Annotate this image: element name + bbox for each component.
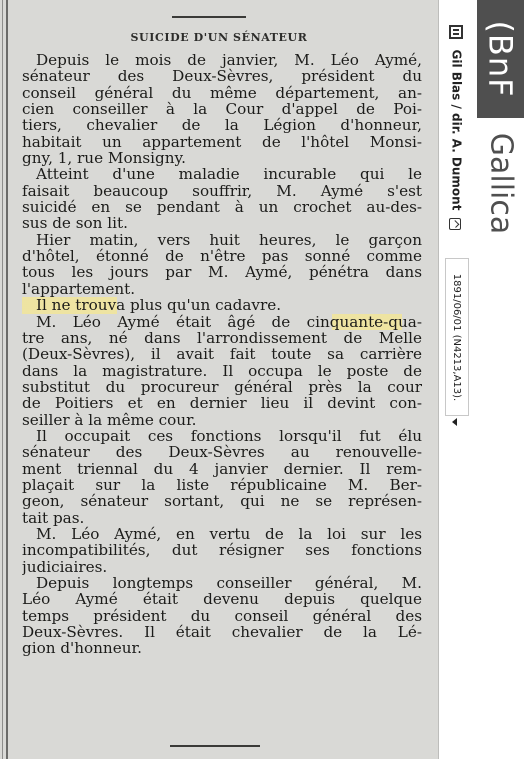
article-line: Depuis longtemps conseiller général, M.	[36, 575, 422, 592]
article-line: gion d'honneur.	[22, 640, 142, 657]
date-reference-box	[445, 258, 469, 416]
article-line: gny, 1, rue Monsigny.	[22, 150, 186, 167]
article-line: Il occupait ces fonctions lorsqu'il fut élu	[36, 427, 422, 445]
article-line: Il ne trouva plus qu'un cadavre.	[22, 297, 422, 313]
column-rule-outer	[2, 0, 3, 759]
article-line: tiers, chevalier de la Légion d'honneur,	[22, 117, 422, 134]
article-line: geon, sénateur sortant, qui ne se représen-	[22, 493, 422, 510]
publication-title-container	[439, 50, 473, 210]
article-line: tre ans, né dans l'arrondissement de Melle	[22, 329, 422, 347]
article-title: SUICIDE D'UN SÉNATEUR	[130, 31, 308, 44]
publication-title[interactable]: Gil Blas / dir. A. Dumont	[449, 49, 464, 211]
article-line: sénateur des Deux-Sèvres au renouvelle-	[22, 444, 422, 461]
article-line: Deux-Sèvres. Il était chevalier de la Lé-	[22, 624, 422, 641]
brand-strip	[477, 0, 524, 759]
article-line: l'appartement.	[22, 280, 136, 298]
article-line: Léo Aymé était devenu depuis quelque	[22, 591, 422, 608]
column-rule	[6, 0, 8, 759]
article-line: temps président du conseil général des	[22, 607, 422, 625]
article-line: dans la magistrature. Il occupa le poste de	[22, 362, 422, 379]
bnf-logo[interactable]	[477, 0, 524, 118]
article-body	[22, 52, 422, 657]
date-reference: 1891/06/01 (N4213,A13).	[451, 273, 463, 401]
article-line: judiciaires.	[22, 558, 108, 575]
gallica-label: Gallica	[483, 132, 519, 234]
article-line: tait pas.	[22, 509, 85, 526]
article-line: Hier matin, vers huit heures, le garçon	[36, 231, 422, 249]
article-line: M. Léo Aymé était âgé de cinquante-qua-	[22, 314, 422, 330]
article-line: (Deux-Sèvres), il avait fait toute sa carrière	[22, 346, 422, 363]
article-line: Atteint d'une maladie incurable qui le	[36, 166, 422, 183]
article-line: sus de son lit.	[22, 215, 128, 232]
gallica-sidebar	[439, 0, 524, 759]
bnf-label: (BnF	[481, 20, 520, 98]
article-line: plaçait sur la liste républicaine M. Ber-	[22, 476, 422, 494]
gallica-logo[interactable]	[477, 118, 524, 248]
article-line: incompatibilités, dut résigner ses fonctions	[22, 542, 422, 559]
article-line: substitut du procureur général près la cour	[22, 378, 422, 396]
article-line: ment triennal du 4 janvier dernier. Il rem-	[22, 460, 422, 477]
article-line: cien conseiller à la Cour d'appel de Poi-	[22, 101, 422, 118]
article-line: sénateur des Deux-Sèvres, président du	[22, 68, 422, 85]
metadata-strip	[439, 0, 473, 759]
title-divider	[172, 16, 246, 18]
article-line: suicidé en se pendant à un crochet au-des-	[22, 199, 422, 216]
article-line: d'hôtel, étonné de n'être pas sonné comme	[22, 248, 422, 265]
article-line: habitait un appartement de l'hôtel Monsi-	[22, 133, 422, 151]
article-line: conseil général du même département, an-	[22, 84, 422, 102]
article-line: tous les jours par M. Aymé, pénétra dans	[22, 264, 422, 281]
article-line: M. Léo Aymé, en vertu de la loi sur les	[36, 525, 422, 543]
bottom-divider	[170, 745, 260, 747]
article-line: de Poitiers et en dernier lieu il devint con-	[22, 395, 422, 412]
article-line: seiller à la même cour.	[22, 411, 197, 428]
share-icon[interactable]	[449, 218, 461, 230]
article-line: faisait beaucoup souffrir, M. Aymé s'est	[22, 182, 422, 200]
menu-icon[interactable]	[449, 25, 463, 39]
article-line: Depuis le mois de janvier, M. Léo Aymé,	[36, 52, 422, 69]
arrow-left-icon[interactable]	[452, 418, 457, 426]
